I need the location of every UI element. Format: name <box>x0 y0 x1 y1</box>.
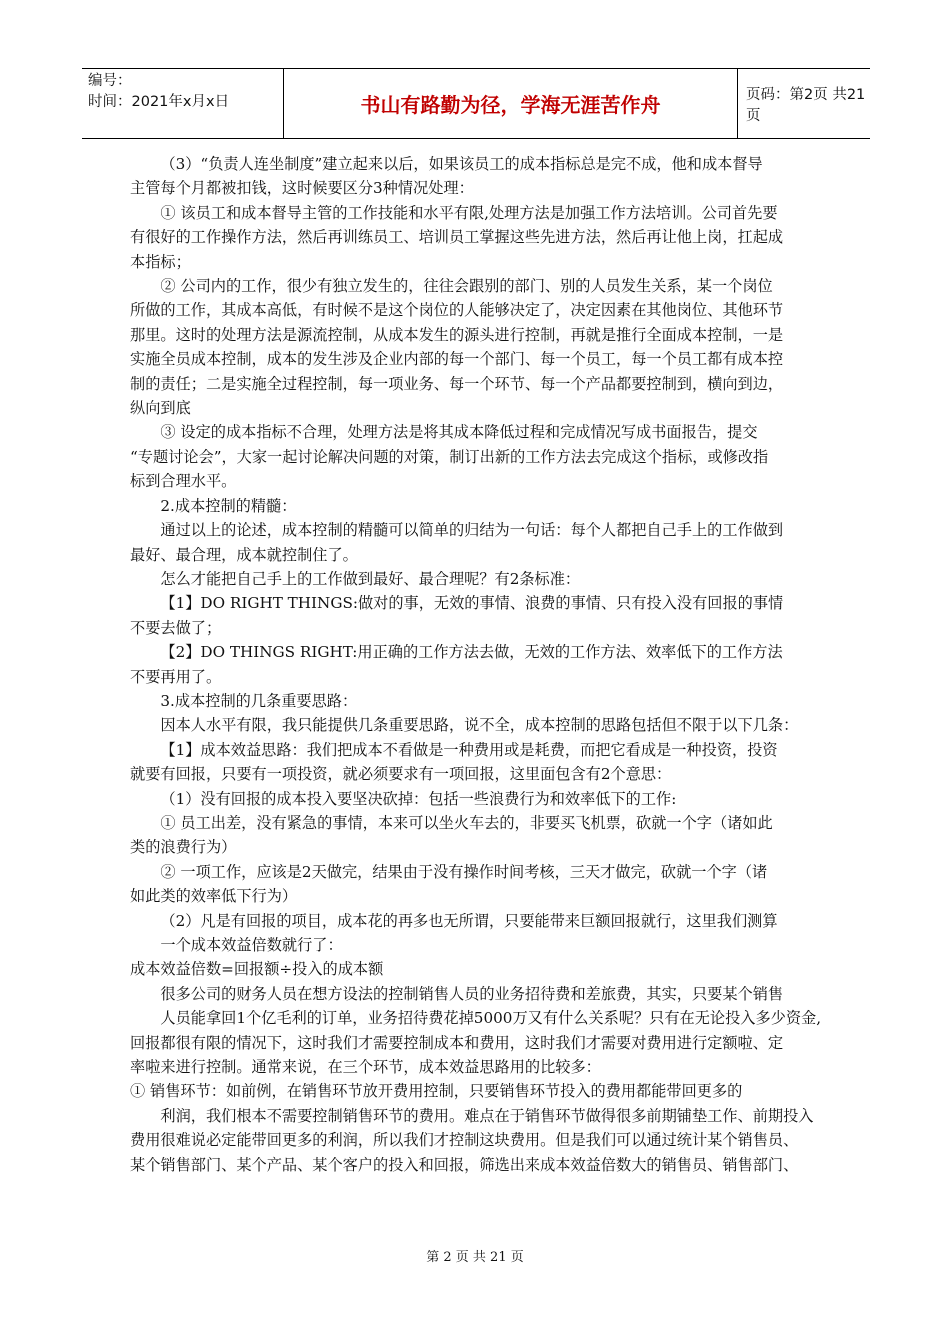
text-line: ① 员工出差，没有紧急的事情，本来可以坐火车去的，非要买飞机票，砍就一个字（诸如此 <box>160 813 773 832</box>
text-line: 最好、最合理，成本就控制住了。 <box>130 545 358 564</box>
text-line: 制的责任；二是实施全过程控制，每一项业务、每一个环节、每一个产品都要控制到，横向到边， <box>130 374 784 393</box>
text-line: 本指标； <box>130 252 191 271</box>
text-line: 就要有回报，只要有一项投资，就必须要求有一项回报，这里面包含有2个意思： <box>130 765 672 784</box>
document-time: 时间：2021年x月x日 <box>88 94 230 110</box>
text-line: 率啦来进行控制。通常来说，在三个环节，成本效益思路用的比较多： <box>130 1058 601 1077</box>
text-line: 实施全员成本控制，成本的发生涉及企业内部的每一个部门、每一个员工，每一个员工都有成本控 <box>130 350 784 369</box>
text-line: 利润，我们根本不需要控制销售环节的费用。难点在于销售环节做得很多前期铺垫工作、前期投入 <box>160 1106 814 1125</box>
text-line: 不要再用了。 <box>130 667 222 686</box>
text-line: 3.成本控制的几条重要思路： <box>160 691 358 710</box>
text-line: 回报都很有限的情况下，这时我们才需要控制成本和费用，这时我们才需要对费用进行定额啦、定 <box>130 1033 784 1052</box>
text-line: 因本人水平有限，我只能提供几条重要思路，说不全，成本控制的思路包括但不限于以下几条： <box>160 716 799 735</box>
text-line: （3）“负责人连坐制度”建立起来以后，如果该员工的成本指标总是完不成，他和成本督导 <box>160 155 763 173</box>
text-line: 所做的工作，其成本高低，有时候不是这个岗位的人能够决定了，决定因素在其他岗位、其他环节 <box>130 301 784 320</box>
page-header <box>82 68 870 139</box>
text-line: 2.成本控制的精髓： <box>160 496 297 515</box>
text-line: 某个销售部门、某个产品、某个客户的投入和回报，筛选出来成本效益倍数大的销售员、销售部门、 <box>130 1155 799 1174</box>
text-line: 通过以上的论述，成本控制的精髓可以简单的归结为一句话：每个人都把自己手上的工作做到 <box>160 521 784 540</box>
text-line: ② 一项工作，应该是2天做完，结果由于没有操作时间考核，三天才做完，砍就一个字（诸 <box>160 862 768 881</box>
text-line: 有很好的工作操作方法，然后再训练员工、培训员工掌握这些先进方法，然后再让他上岗，扛起成 <box>130 228 784 247</box>
header-motto: 书山有路勤为径，学海无涯苦作舟 <box>284 69 738 138</box>
text-line: （1）没有回报的成本投入要坚决砍掉：包括一些浪费行为和效率低下的工作: <box>160 789 677 808</box>
text-line: （2）凡是有回报的项目，成本花的再多也无所谓，只要能带来巨额回报就行，这里我们测算 <box>160 911 778 930</box>
page-footer: 第 2 页 共 21 页 <box>426 1250 524 1265</box>
header-meta <box>82 69 284 138</box>
text-line: ① 销售环节：如前例，在销售环节放开费用控制，只要销售环节投入的费用都能带回更多的 <box>130 1082 743 1101</box>
text-line: “专题讨论会”，大家一起讨论解决问题的对策，制订出新的工作方法去完成这个指标，或修改指 <box>130 447 769 466</box>
text-line: 【1】DO RIGHT THINGS:做对的事，无效的事情、浪费的事情、只有投入没有回报的事情 <box>160 594 784 613</box>
document-number: 编号： <box>88 73 132 89</box>
text-line: ② 公司内的工作，很少有独立发生的，往往会跟别的部门、别的人员发生关系，某一个岗位 <box>160 277 773 296</box>
text-line: 一个成本效益倍数就行了： <box>160 936 343 954</box>
text-line: ① 该员工和成本督导主管的工作技能和水平有限,处理方法是加强工作方法培训。公司首先要 <box>160 203 778 222</box>
text-line: 纵向到底 <box>130 399 191 418</box>
text-line: 标到合理水平。 <box>130 472 237 491</box>
text-line: 【2】DO THINGS RIGHT:用正确的工作方法去做，无效的工作方法、效率低下的工作方法 <box>160 643 783 662</box>
text-line: 怎么才能把自己手上的工作做到最好、最合理呢？有2条标准： <box>160 569 581 588</box>
text-line: ③ 设定的成本指标不合理，处理方法是将其成本降低过程和完成情况写成书面报告，提交 <box>160 423 758 442</box>
text-line: 人员能拿回1个亿毛利的订单，业务招待费花掉5000万又有什么关系呢？只有在无论投入多少资金, <box>160 1009 822 1028</box>
text-line: 如此类的效率低下行为） <box>130 887 298 906</box>
text-line: 类的浪费行为） <box>130 838 237 857</box>
text-line: 主管每个月都被扣钱，这时候要区分3种情况处理： <box>130 179 474 198</box>
text-line: 不要去做了； <box>130 618 222 637</box>
text-line: 【1】成本效益思路：我们把成本不看做是一种费用或是耗费，而把它看成是一种投资，投资 <box>160 740 778 759</box>
body-text <box>130 152 858 1177</box>
text-line: 费用很难说必定能带回更多的利润，所以我们才控制这块费用。但是我们可以通过统计某个销售员、 <box>130 1131 799 1150</box>
header-page-number: 页码：第2页 共21页 <box>746 86 866 124</box>
text-line: 很多公司的财务人员在想方设法的控制销售人员的业务招待费和差旅费，其实，只要某个销售 <box>160 984 784 1003</box>
text-line: 成本效益倍数=回报额÷投入的成本额 <box>130 960 384 979</box>
text-line: 那里。这时的处理方法是源流控制，从成本发生的源头进行控制，再就是推行全面成本控制，一是 <box>130 325 784 344</box>
